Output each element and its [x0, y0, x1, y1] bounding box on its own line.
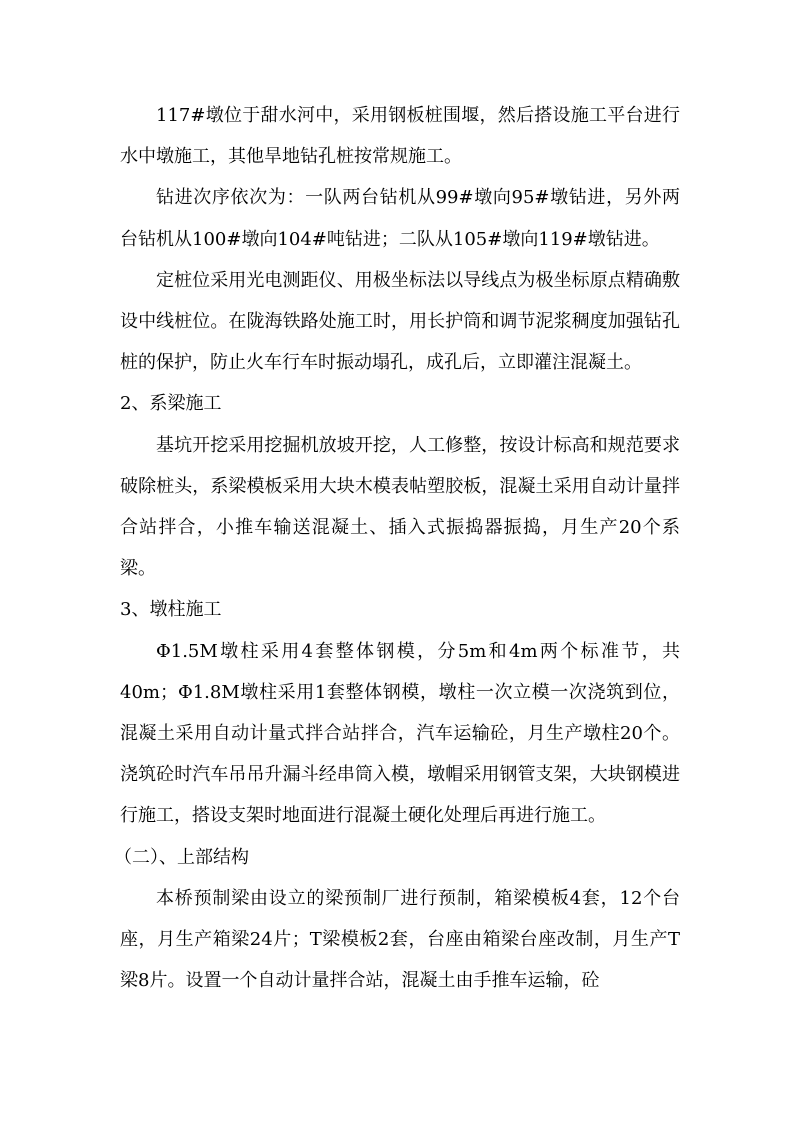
- paragraph-tie-beam: 基坑开挖采用挖掘机放坡开挖，人工修整，按设计标高和规范要求破除桩头，系梁模板采用大块木模表帖塑胶板，混凝土采用自动计量拌合站拌合，小推车输送混凝土、插入式振捣器振捣，月生产20个系梁。: [120, 434, 680, 580]
- heading-tie-beam: 2、系梁施工: [120, 393, 222, 415]
- paragraph-drilling-order: 钻进次序依次为：一队两台钻机从99#墩向95#墩钻进，另外两台钻机从100#墩向104#吨钻进；二队从105#墩向119#墩钻进。: [120, 187, 680, 250]
- document-body: [114, 95, 680, 1001]
- paragraph-pier-117: 117#墩位于甜水河中，采用钢板桩围堰，然后搭设施工平台进行水中墩施工，其他旱地钻孔桩按常规施工。: [120, 105, 680, 168]
- paragraph-pile-positioning: 定桩位采用光电测距仪、用极坐标法以导线点为极坐标原点精确敷设中线桩位。在陇海铁路处施工时，用长护筒和调节泥浆稠度加强钻孔桩的保护，防止火车行车时振动塌孔，成孔后，立即灌注混凝土。: [120, 269, 680, 374]
- paragraph-pier-column: Φ1.5M墩柱采用4套整体钢模，分5m和4m两个标准节，共40m；Φ1.8M墩柱采用1套整体钢模，墩柱一次立模一次浇筑到位，混凝土采用自动计量式拌合站拌合，汽车运输砼，月生产墩柱20个。浇筑砼时汽车吊吊升漏斗经串筒入模，墩帽采用钢管支架，大块钢模进行施工，搭设支架时地面进行混凝土硬化处理后再进行施工。: [120, 640, 680, 827]
- heading-superstructure: （二）、上部结构: [114, 846, 249, 868]
- heading-pier-column: 3、墩柱施工: [120, 599, 222, 621]
- paragraph-precast-beams: 本桥预制梁由设立的梁预制厂进行预制，箱梁模板4套，12个台座，月生产箱梁24片；T梁模板2套，台座由箱梁台座改制，月生产T梁8片。设置一个自动计量拌合站，混凝土由手推车运输，砼: [120, 887, 680, 992]
